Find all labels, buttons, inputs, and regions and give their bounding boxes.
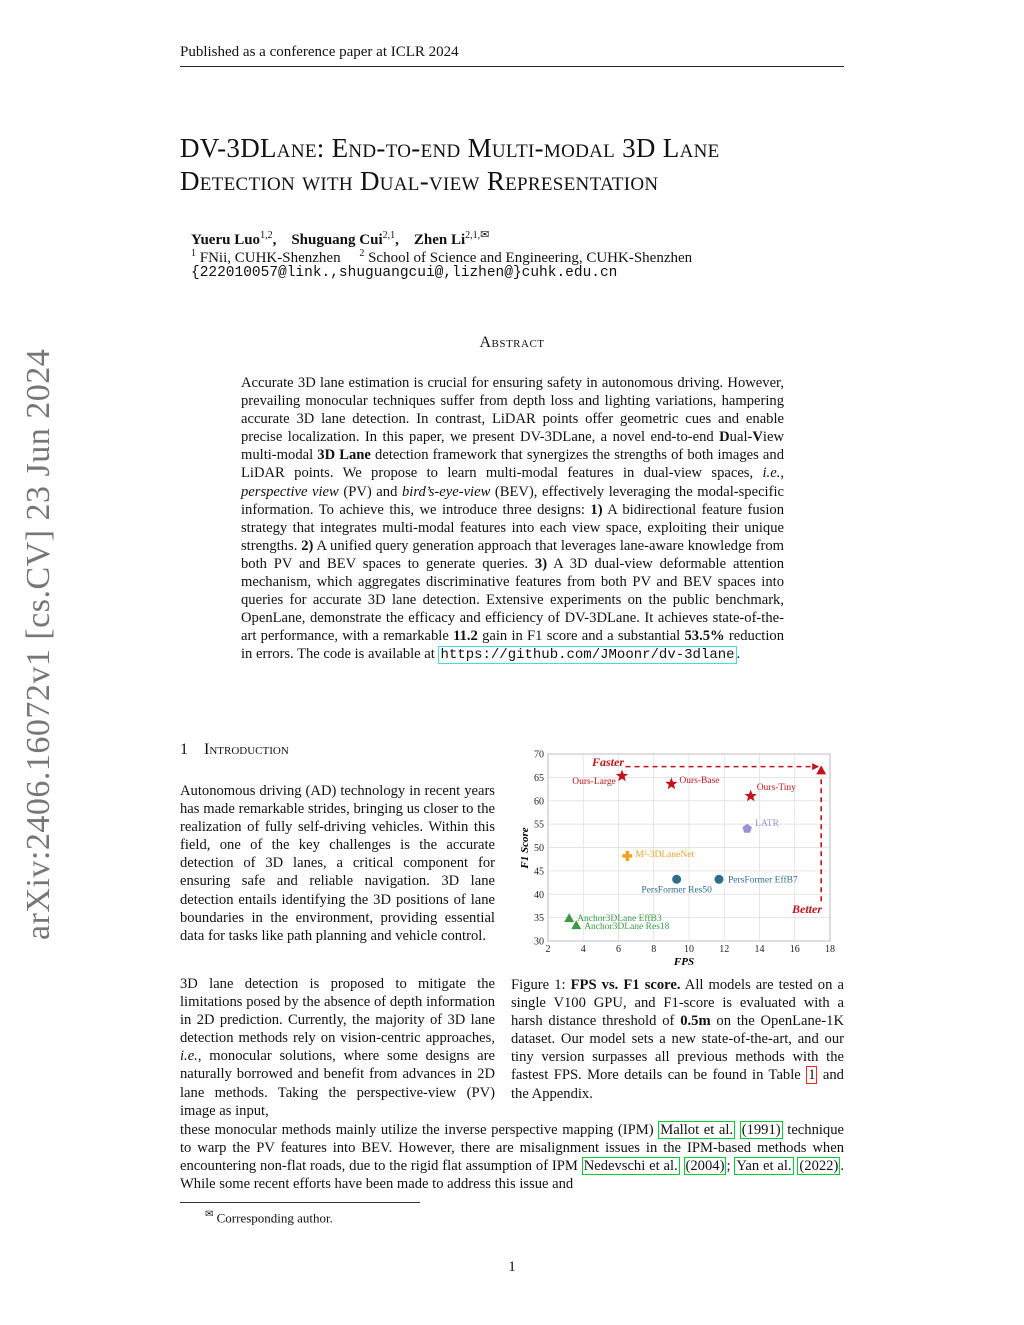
- affil-2-sup: 2: [359, 248, 365, 259]
- author-list: Yueru Luo$^{1,2}$, Shuguang Cui$^{2,1}$, Zhen $Li^{2,1,✉}$: [191, 229, 490, 248]
- author-3-sup: 2,1,: [465, 230, 481, 241]
- label-ours-large: Ours-Large: [572, 776, 616, 787]
- label-anchor3dlane-effb3: Anchor3DLane EffB3: [577, 914, 662, 925]
- y-tick-label: 60: [534, 796, 544, 808]
- y-tick-label: 50: [534, 843, 544, 854]
- x-tick-label: 6: [616, 944, 621, 955]
- y-tick-label: 35: [534, 913, 544, 925]
- label-latr: LATR: [755, 818, 779, 829]
- label-m-3dlanenet: M²-3DLaneNet: [635, 849, 695, 860]
- y-tick-label: 30: [534, 936, 544, 948]
- label-ours-base: Ours-Base: [679, 775, 720, 786]
- x-tick-label: 4: [580, 944, 586, 955]
- section-title: Introduction: [204, 741, 289, 758]
- better-annotation: Better: [792, 902, 822, 916]
- mail-icon: ✉: [480, 229, 490, 241]
- x-tick-label: 16: [789, 944, 800, 955]
- running-header: Published as a conference paper at ICLR 2024: [180, 44, 459, 60]
- abstract-heading: Abstract: [479, 334, 545, 351]
- intro-paragraph-1: Autonomous driving (AD) technology in recent years has made remarkable strides, bringing us closer to the realization of fully self-driving vehicles. Within this field, one of the key challenges is the accurate detection of 3D lanes, a critical component for ensuring safe and reliable navigation. 3D lane detection entails identifying the 3D positions of lane boundaries in the environment, providing essential data for tasks like path planning and vehicle control.: [180, 783, 495, 944]
- paper-title: [180, 132, 860, 198]
- author-2: Shuguang Cui: [291, 232, 383, 248]
- affil-1: FNii, CUHK-Shenzhen: [199, 250, 341, 266]
- fps-f1-chart: [512, 746, 842, 970]
- x-tick-label: 10: [684, 944, 694, 955]
- point-m-3dlanenet-h: [622, 854, 632, 857]
- section-heading: [180, 741, 289, 759]
- intro-paragraph-2-continued: these monocular methods mainly utilize the inverse perspective mapping (IPM) Mallot et al. (1991) technique to warp the PV features into BEV. However, there are misalignment issues in the IPM-based methods when encountering non-flat roads, due to the rigid flat assumption of IPM Nedevschi et al. (2004) ; Yan et al. (2022) . While some recent efforts have been made to address this issue and: [180, 1122, 844, 1193]
- author-3: Zhen Li: [413, 232, 466, 248]
- point-persformer-effb7: [714, 875, 723, 884]
- label-persformer-res50: PersFormer Res50: [641, 885, 712, 896]
- x-tick-label: 18: [825, 944, 835, 955]
- x-axis-label: FPS: [673, 956, 695, 968]
- page-number: 1: [508, 1259, 516, 1275]
- footnote: ✉ Corresponding author.: [205, 1209, 333, 1226]
- author-1: Yueru Luo: [191, 232, 261, 248]
- label-ours-tiny: Ours-Tiny: [756, 783, 796, 794]
- title-line-1: DV-3DLane: End-to-end Multi-modal 3D Lane: [180, 133, 720, 163]
- y-axis-label: F1 Score: [519, 827, 531, 869]
- author-1-sup: 1,2: [260, 230, 273, 241]
- figure-caption: Figure 1: FPS vs. F1 score. All models are tested on a single V100 GPU, and F1-score is evaluated with a harsh distance threshold of 0.5m on the OpenLane-1K dataset. Our model sets a new state-of-the-art, and our tiny version surpasses all previous methods with the fastest FPS. More details can be found in Table 1 and the Appendix.: [511, 977, 844, 1102]
- mail-icon: ✉: [205, 1209, 214, 1220]
- author-2-sup: 2,1: [382, 230, 396, 241]
- y-tick-label: 40: [534, 889, 544, 901]
- y-tick-label: 65: [534, 772, 544, 784]
- footnote-rule: [180, 1202, 420, 1203]
- y-tick-label: 55: [534, 819, 544, 831]
- y-tick-label: 45: [534, 866, 544, 878]
- citation-yan[interactable]: Yan et al.: [736, 1158, 792, 1175]
- label-persformer-effb7: PersFormer EffB7: [727, 875, 798, 886]
- x-tick-label: 12: [719, 944, 730, 955]
- citation-mallot[interactable]: Mallot et al.: [660, 1122, 734, 1138]
- x-tick-label: 8: [651, 944, 657, 955]
- citation-nedevschi[interactable]: Nedevschi et al.: [583, 1158, 678, 1175]
- x-tick-label: 2: [545, 944, 551, 955]
- citation-yan-year[interactable]: (2022): [799, 1158, 839, 1175]
- x-tick-label: 14: [754, 944, 765, 955]
- point-persformer-res50: [672, 875, 681, 884]
- table-ref-link[interactable]: 1: [808, 1067, 816, 1084]
- arxiv-stamp: arXiv:2406.16072v1 [cs.CV] 23 Jun 2024: [20, 348, 57, 940]
- header-rule: [180, 66, 844, 67]
- title-line-2: Detection with Dual-view Representation: [180, 166, 659, 196]
- citation-mallot-year[interactable]: (1991): [741, 1122, 781, 1138]
- label-anchor3dlane-res18: Anchor3DLane Res18: [584, 922, 670, 933]
- section-number: 1: [180, 741, 188, 758]
- author-emails: {222010057@link.,shuguangcui@,lizhen@}cuhk.edu.cn: [191, 265, 618, 281]
- y-tick-label: 70: [534, 749, 544, 761]
- abstract-body: Accurate 3D lane estimation is crucial for ensuring safety in autonomous driving. However, prevailing monocular techniques suffer from depth loss and lighting variations, hampering accurate 3D lane detection. In contrast, LiDAR points offer geometric cues and enable precise localization. In this paper, we present DV-3DLane, a novel end-to-end Dual-View multi-modal 3D Lane detection framework that synergizes the strengths of both images and LiDAR points. We propose to learn multi-modal features in dual-view spaces, i.e., perspective view (PV) and bird’s-eye-view (BEV), effectively leveraging the modal-specific information. To achieve this, we introduce three designs: 1) A bidirectional feature fusion strategy that integrates multi-modal features into each view space, exploiting their unique strengths. 2) A unified query generation approach that leverages lane-aware knowledge from both PV and BEV spaces to generate queries. 3) A 3D dual-view deformable attention mechanism, which aggregates discriminative features from both PV and BEV spaces into queries for accurate 3D lane detection. Extensive experiments on the public benchmark, OpenLane, demonstrate the efficacy and efficiency of DV-3DLane. It achieves state-of-the-art performance, with a remarkable 11.2 gain in F1 score and a substantial 53.5% reduction in errors. The code is available at https://github.com/JMoonr/dv-3dlane .: [241, 375, 785, 664]
- citation-nedevschi-year[interactable]: (2004): [685, 1158, 725, 1175]
- affil-1-sup: 1: [191, 248, 196, 259]
- intro-paragraph-2: 3D lane detection is proposed to mitigate the limitations posed by the absence of depth information in 2D prediction. Currently, the majority of 3D lane detection methods rely on vision-centric approaches, i.e., monocular solutions, where some designs are naturally borrowed and benefit from advances in 2D lane methods. Taking the perspective-view (PV) image as input,: [180, 976, 495, 1119]
- code-url-link[interactable]: https://github.com/JMoonr/dv-3dlane: [440, 647, 735, 664]
- faster-annotation: Faster: [591, 755, 625, 769]
- affil-2: School of Science and Engineering, CUHK-Shenzhen: [368, 250, 693, 266]
